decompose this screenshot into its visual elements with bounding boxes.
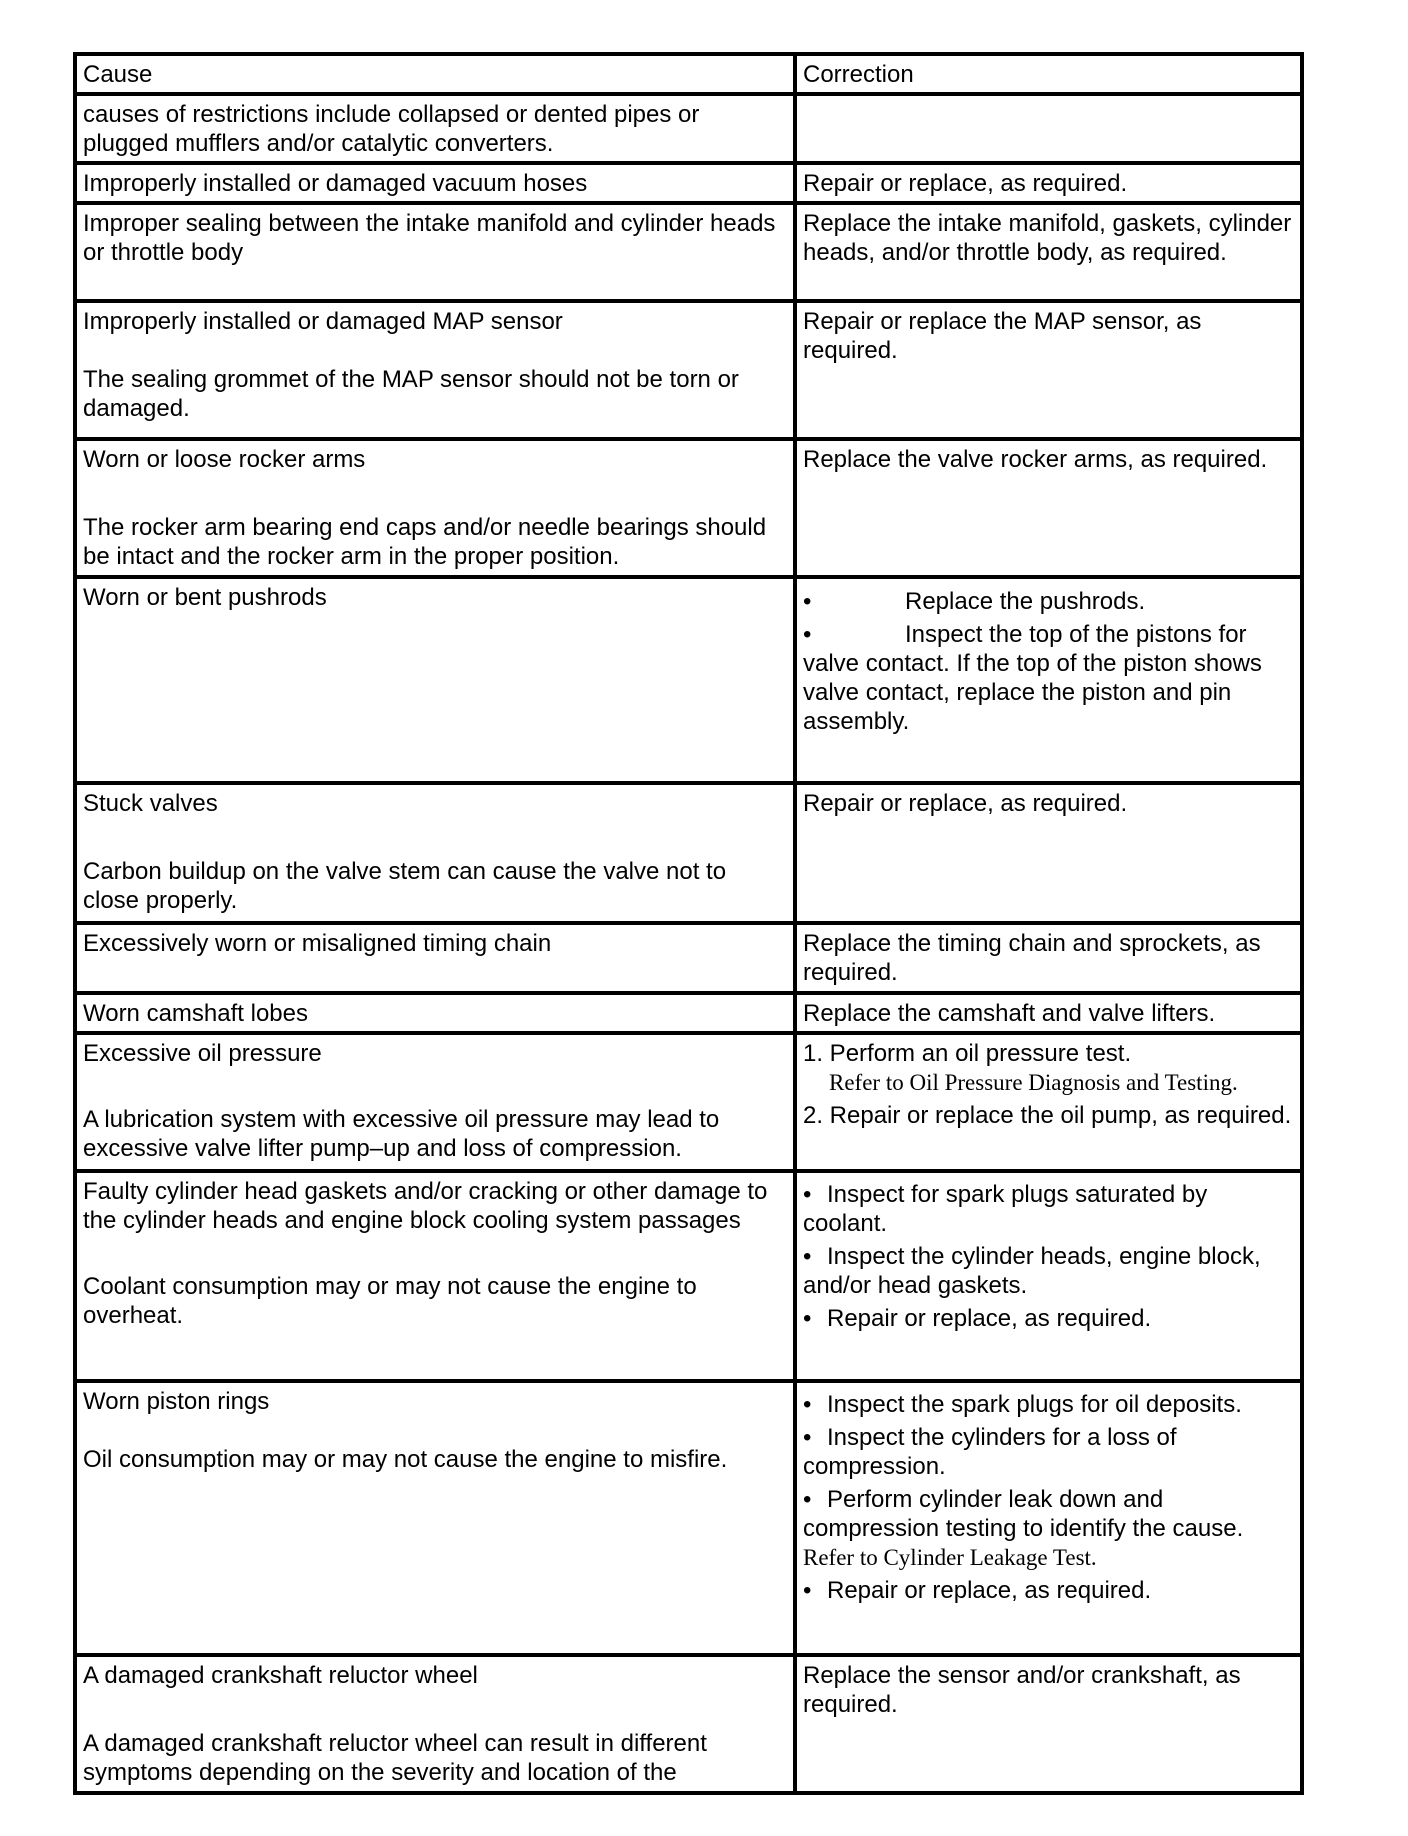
table-header-row: [75, 54, 1302, 94]
bullet-glyph: •: [803, 1577, 812, 1604]
correction-text: Inspect for spark plugs saturated by coolant.: [803, 1181, 1208, 1237]
correction-cell: [795, 577, 1302, 783]
bullet-glyph: •: [803, 1243, 812, 1270]
reference-link-oil-pressure[interactable]: Refer to Oil Pressure Diagnosis and Testing.: [829, 1070, 1238, 1095]
cause-cell: [75, 94, 795, 163]
cause-cell: [75, 923, 795, 993]
table-row: [75, 203, 1302, 301]
correction-text: Inspect the cylinders for a loss of compression.: [803, 1424, 1177, 1480]
correction-cell: [795, 1033, 1302, 1171]
correction-text: Replace the timing chain and sprockets, as required.: [803, 930, 1261, 986]
correction-text: Repair or replace, as required.: [803, 170, 1128, 197]
cause-text: Improperly installed or damaged vacuum hoses: [83, 170, 588, 197]
cause-text: causes of restrictions include collapsed or dented pipes or plugged mufflers and/or catalytic converters.: [83, 101, 700, 157]
correction-text: Replace the camshaft and valve lifters.: [803, 1000, 1216, 1027]
cause-cell: [75, 577, 795, 783]
correction-step-1: 1. Perform an oil pressure test.: [803, 1040, 1132, 1067]
table-row: [75, 94, 1302, 163]
bullet-glyph: •: [803, 621, 812, 648]
table-row: [75, 439, 1302, 577]
bullet-glyph: •: [803, 1424, 812, 1451]
bullet-glyph: •: [803, 1391, 812, 1418]
correction-cell: [795, 94, 1302, 163]
cause-cell: [75, 1655, 795, 1793]
cause-text: Excessively worn or misaligned timing chain: [83, 930, 552, 957]
cause-text: Worn camshaft lobes: [83, 1000, 308, 1027]
bullet-glyph: •: [803, 1486, 812, 1513]
cause-note: A damaged crankshaft reluctor wheel can result in different symptoms depending on the severity and location of the: [83, 1730, 707, 1786]
correction-bullet: [803, 1390, 1294, 1419]
cause-text: Excessive oil pressure: [83, 1040, 322, 1067]
correction-cell: [795, 301, 1302, 439]
cause-text: Faulty cylinder head gaskets and/or cracking or other damage to the cylinder heads and engine block cooling system passages: [83, 1178, 768, 1234]
correction-bullet: [803, 1485, 1294, 1543]
cause-note: A lubrication system with excessive oil pressure may lead to excessive valve lifter pump–up and loss of compression.: [83, 1106, 720, 1162]
correction-text: Replace the sensor and/or crankshaft, as required.: [803, 1662, 1241, 1718]
cause-cell: [75, 1033, 795, 1171]
correction-bullet: [803, 1576, 1294, 1605]
bullet-glyph: •: [803, 1181, 812, 1208]
correction-bullet: [803, 1180, 1294, 1238]
correction-cell: [795, 783, 1302, 923]
correction-text: Repair or replace the MAP sensor, as required.: [803, 308, 1202, 364]
diagnosis-table: [73, 52, 1304, 1795]
correction-cell: [795, 203, 1302, 301]
table-row: [75, 577, 1302, 783]
correction-cell: [795, 439, 1302, 577]
cause-cell: [75, 1171, 795, 1381]
table-row: [75, 1655, 1302, 1793]
correction-text: Inspect the spark plugs for oil deposits.: [827, 1391, 1242, 1418]
table-row: [75, 163, 1302, 203]
cause-cell: [75, 1381, 795, 1655]
header-cause: Cause: [75, 54, 795, 94]
table-row: [75, 301, 1302, 439]
correction-text: Replace the intake manifold, gaskets, cylinder heads, and/or throttle body, as required.: [803, 210, 1292, 266]
correction-text: Repair or replace, as required.: [803, 790, 1128, 817]
bullet-glyph: •: [803, 588, 812, 615]
cause-text: Worn piston rings: [83, 1388, 270, 1415]
correction-step-2: 2. Repair or replace the oil pump, as required.: [803, 1102, 1292, 1129]
cause-text: Worn or loose rocker arms: [83, 446, 366, 473]
cause-note: Coolant consumption may or may not cause the engine to overheat.: [83, 1273, 697, 1329]
correction-bullet: [803, 1242, 1294, 1300]
correction-text: Repair or replace, as required.: [827, 1577, 1152, 1604]
table-row: [75, 993, 1302, 1033]
table-row: [75, 783, 1302, 923]
cause-text: Stuck valves: [83, 790, 218, 817]
correction-text: Replace the pushrods.: [905, 588, 1146, 615]
correction-bullet: [803, 1423, 1294, 1481]
cause-text: Improperly installed or damaged MAP sensor: [83, 308, 563, 335]
cause-cell: [75, 439, 795, 577]
correction-bullet: [803, 587, 1294, 616]
correction-cell: [795, 163, 1302, 203]
table-row: [75, 1171, 1302, 1381]
table-row: [75, 1033, 1302, 1171]
table-row: [75, 923, 1302, 993]
cause-note: The rocker arm bearing end caps and/or needle bearings should be intact and the rocker arm in the proper position.: [83, 514, 767, 570]
cause-note: Carbon buildup on the valve stem can cause the valve not to close properly.: [83, 858, 727, 914]
cause-text: Improper sealing between the intake manifold and cylinder heads or throttle body: [83, 210, 776, 266]
cause-cell: [75, 993, 795, 1033]
cause-cell: [75, 301, 795, 439]
correction-cell: [795, 1381, 1302, 1655]
cause-note: Oil consumption may or may not cause the engine to misfire.: [83, 1446, 728, 1473]
correction-cell: [795, 993, 1302, 1033]
correction-text: Replace the valve rocker arms, as required.: [803, 446, 1268, 473]
correction-text: Inspect the top of the pistons for valve contact. If the top of the piston shows valve contact, replace the piston and pin assembly.: [803, 621, 1262, 735]
correction-cell: [795, 923, 1302, 993]
cause-cell: [75, 783, 795, 923]
correction-text: Repair or replace, as required.: [827, 1305, 1152, 1332]
cause-cell: [75, 203, 795, 301]
correction-cell: [795, 1655, 1302, 1793]
cause-note: The sealing grommet of the MAP sensor should not be torn or damaged.: [83, 366, 739, 422]
bullet-glyph: •: [803, 1305, 812, 1332]
correction-text: Perform cylinder leak down and compression testing to identify the cause.: [803, 1486, 1244, 1542]
header-correction: Correction: [795, 54, 1302, 94]
correction-bullet: [803, 1304, 1294, 1333]
cause-text: Worn or bent pushrods: [83, 584, 327, 611]
correction-cell: [795, 1171, 1302, 1381]
cause-cell: [75, 163, 795, 203]
table-row: [75, 1381, 1302, 1655]
reference-link-cylinder-leakage[interactable]: Refer to Cylinder Leakage Test.: [803, 1545, 1097, 1570]
correction-bullet: [803, 620, 1294, 736]
cause-text: A damaged crankshaft reluctor wheel: [83, 1662, 478, 1689]
correction-text: Inspect the cylinder heads, engine block, and/or head gaskets.: [803, 1243, 1261, 1299]
